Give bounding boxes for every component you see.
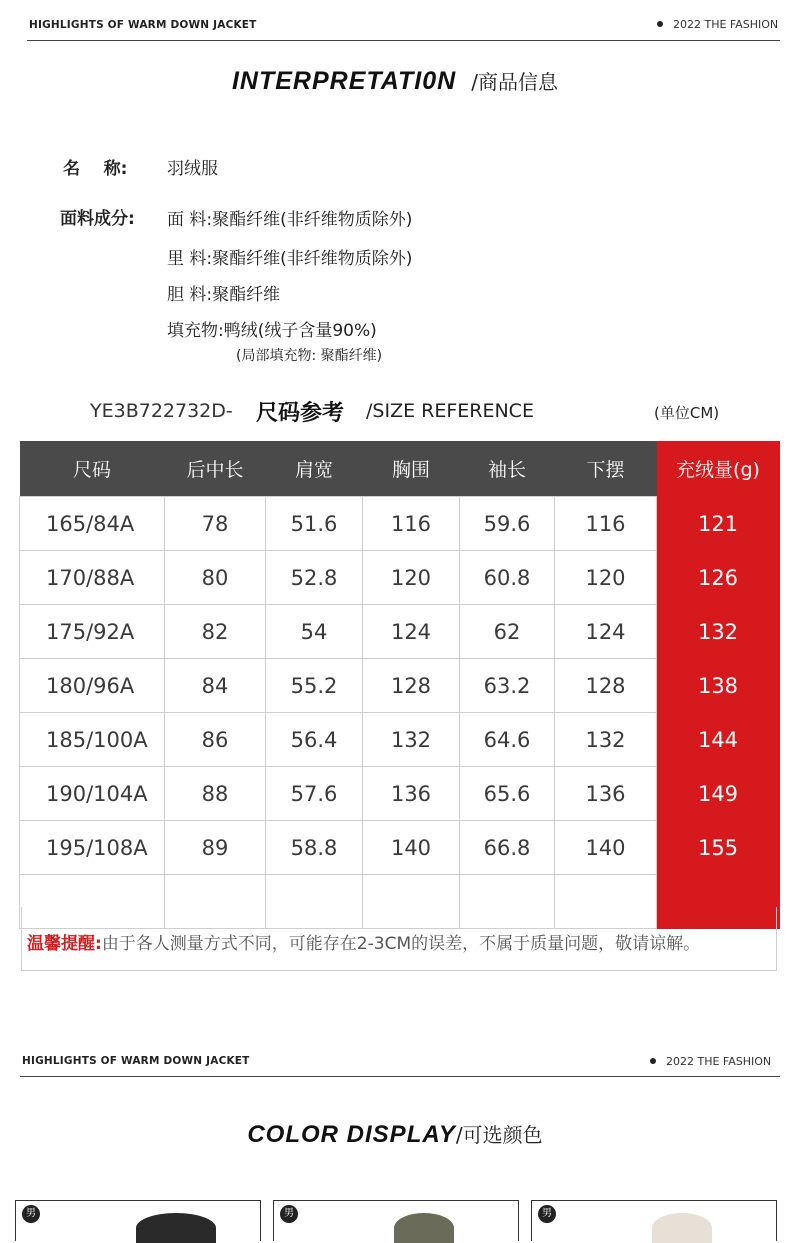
table-cell: 58.8	[266, 821, 363, 875]
table-cell: 128	[555, 659, 657, 713]
table-cell-fill: 144	[657, 713, 780, 767]
table-cell: 116	[555, 497, 657, 551]
color-card-2[interactable]	[273, 1200, 519, 1241]
table-cell-fill: 126	[657, 551, 780, 605]
table-cell: 51.6	[266, 497, 363, 551]
section-title-interpretation	[0, 66, 790, 96]
table-row	[20, 821, 780, 875]
table-cell: 89	[165, 821, 266, 875]
table-row	[20, 767, 780, 821]
table-cell: 165/84A	[20, 497, 165, 551]
table-cell: 52.8	[266, 551, 363, 605]
bullet-icon	[657, 21, 663, 27]
header-left-text: HIGHLIGHTS OF WARM DOWN JACKET	[29, 19, 257, 31]
table-cell: 63.2	[460, 659, 555, 713]
table-row	[20, 659, 780, 713]
table-cell: 80	[165, 551, 266, 605]
table-cell: 86	[165, 713, 266, 767]
header-left-text: HIGHLIGHTS OF WARM DOWN JACKET	[22, 1055, 250, 1067]
table-cell: 59.6	[460, 497, 555, 551]
gender-badge: 男	[280, 1205, 298, 1223]
warm-reminder	[21, 907, 777, 971]
section-title-en: INTERPRETATI0N	[231, 67, 457, 95]
section-title-cn: /可选颜色	[455, 1123, 543, 1147]
table-cell: 140	[555, 821, 657, 875]
material-label: 面料成分:	[60, 209, 135, 229]
table-cell-fill: 149	[657, 767, 780, 821]
header-right-label: 2022 THE FASHION	[673, 18, 779, 31]
header-divider	[20, 1076, 780, 1077]
material-line: 胆 料:聚酯纤维	[167, 285, 281, 305]
table-cell: 55.2	[266, 659, 363, 713]
table-cell: 128	[363, 659, 460, 713]
filling-note: (局部填充物: 聚酯纤维)	[236, 348, 383, 364]
table-cell: 120	[555, 551, 657, 605]
table-cell: 140	[363, 821, 460, 875]
material-line: 面 料:聚酯纤维(非纤维物质除外)	[167, 210, 413, 230]
jacket-thumbnail	[136, 1213, 216, 1243]
table-cell: 78	[165, 497, 266, 551]
header-divider	[27, 40, 780, 41]
header-right-text	[650, 1055, 771, 1068]
table-cell: 195/108A	[20, 821, 165, 875]
table-cell: 84	[165, 659, 266, 713]
name-value: 羽绒服	[167, 159, 218, 179]
section-title-en: COLOR DISPLAY	[247, 1121, 456, 1148]
product-code: YE3B722732D-	[90, 400, 233, 422]
color-card-1[interactable]	[15, 1200, 261, 1241]
size-reference-cn: 尺码参考	[256, 401, 345, 426]
unit-label: (单位CM)	[654, 404, 720, 422]
section-title-color-display	[0, 1119, 790, 1149]
table-cell: 170/88A	[20, 551, 165, 605]
size-reference-en: /SIZE REFERENCE	[366, 400, 534, 422]
table-header-cell: 肩宽	[266, 441, 363, 497]
jacket-thumbnail	[652, 1213, 712, 1243]
bullet-icon	[650, 1058, 656, 1064]
warm-reminder-text: 由于各人测量方式不同，可能存在2-3CM的误差，不属于质量问题，敬请谅解。	[101, 934, 701, 954]
size-table	[19, 441, 780, 929]
table-cell-fill: 121	[657, 497, 780, 551]
table-cell: 190/104A	[20, 767, 165, 821]
table-row	[20, 551, 780, 605]
table-cell: 66.8	[460, 821, 555, 875]
name-label: 名 称:	[63, 159, 128, 179]
table-cell: 88	[165, 767, 266, 821]
gender-badge: 男	[22, 1205, 40, 1223]
table-header-row	[20, 441, 780, 497]
table-cell: 132	[555, 713, 657, 767]
table-cell: 136	[555, 767, 657, 821]
table-cell: 185/100A	[20, 713, 165, 767]
table-cell: 132	[363, 713, 460, 767]
table-header-cell: 尺码	[20, 441, 165, 497]
table-cell: 124	[555, 605, 657, 659]
table-header-cell-fill: 充绒量(g)	[657, 441, 780, 497]
warm-reminder-label: 温馨提醒:	[27, 934, 102, 954]
table-cell: 60.8	[460, 551, 555, 605]
table-header-cell: 后中长	[165, 441, 266, 497]
header-right-text	[657, 18, 778, 31]
gender-badge: 男	[538, 1205, 556, 1223]
size-reference-heading	[0, 396, 790, 426]
table-body	[20, 497, 780, 929]
table-cell: 175/92A	[20, 605, 165, 659]
table-cell: 136	[363, 767, 460, 821]
section-title-cn: /商品信息	[471, 70, 559, 94]
table-cell-fill: 138	[657, 659, 780, 713]
material-line: 填充物:鸭绒(绒子含量90%)	[167, 321, 377, 341]
table-cell: 57.6	[266, 767, 363, 821]
table-cell: 120	[363, 551, 460, 605]
table-row	[20, 713, 780, 767]
table-cell: 54	[266, 605, 363, 659]
table-cell: 62	[460, 605, 555, 659]
color-card-3[interactable]	[531, 1200, 777, 1241]
table-cell-fill: 132	[657, 605, 780, 659]
material-line: 里 料:聚酯纤维(非纤维物质除外)	[167, 249, 413, 269]
table-cell: 82	[165, 605, 266, 659]
table-cell: 65.6	[460, 767, 555, 821]
table-cell: 64.6	[460, 713, 555, 767]
table-cell: 56.4	[266, 713, 363, 767]
table-header-cell: 下摆	[555, 441, 657, 497]
header-right-label: 2022 THE FASHION	[666, 1055, 772, 1068]
table-header-cell: 胸围	[363, 441, 460, 497]
table-cell: 180/96A	[20, 659, 165, 713]
table-row	[20, 497, 780, 551]
table-cell: 116	[363, 497, 460, 551]
table-row	[20, 605, 780, 659]
table-cell: 124	[363, 605, 460, 659]
jacket-thumbnail	[394, 1213, 454, 1243]
table-cell-fill: 155	[657, 821, 780, 875]
table-header-cell: 袖长	[460, 441, 555, 497]
